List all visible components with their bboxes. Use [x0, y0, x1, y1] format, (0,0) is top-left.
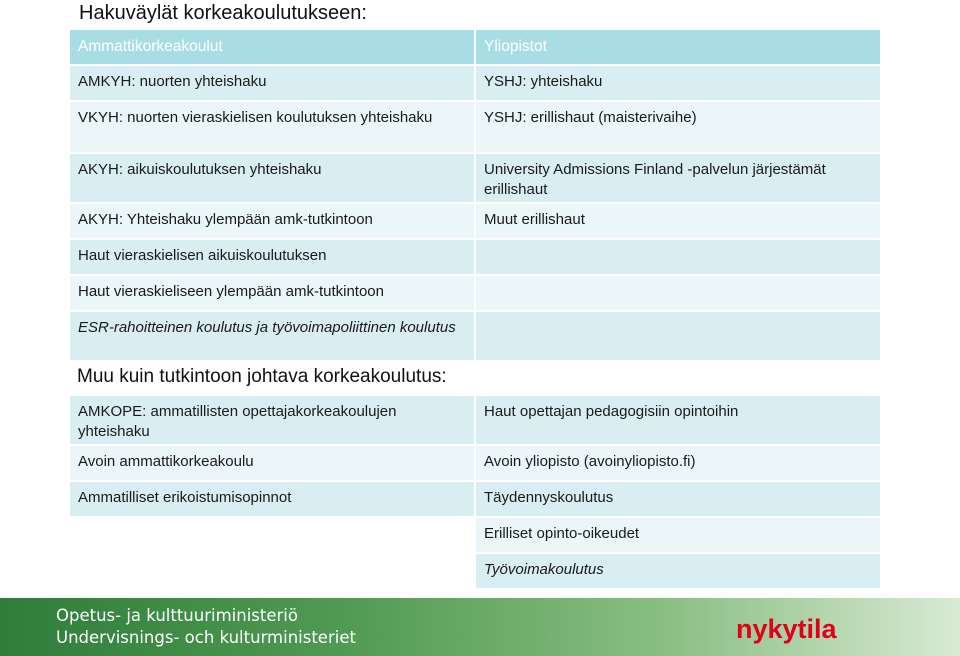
table-cell: Haut vieraskielisen aikuiskoulutuksen: [70, 240, 476, 276]
ministry-name-swedish: Undervisnings- och kulturministeriet: [56, 628, 356, 647]
column-header-ammattikorkeakoulut: Ammattikorkeakoulut: [70, 30, 476, 66]
table-cell: Erilliset opinto-oikeudet: [476, 518, 882, 554]
table-cell: VKYH: nuorten vieraskielisen koulutuksen yhteishaku: [70, 102, 476, 154]
table-cell: AKYH: aikuiskoulutuksen yhteishaku: [70, 154, 476, 204]
status-label: nykytila: [736, 614, 837, 644]
table-cell: YSHJ: erillishaut (maisterivaihe): [476, 102, 882, 154]
ministry-name-finnish: Opetus- ja kulttuuriministeriö: [56, 606, 298, 625]
table-cell-empty: [476, 312, 882, 362]
table-cell: University Admissions Finland -palvelun järjestämät erillishaut: [476, 154, 882, 204]
table-cell: Avoin ammattikorkeakoulu: [70, 446, 476, 482]
table-cell-empty: [70, 518, 476, 554]
table-cell: Ammatilliset erikoistumisopinnot: [70, 482, 476, 518]
table-cell: ESR-rahoitteinen koulutus ja työvoimapoliittinen koulutus: [70, 312, 476, 362]
table-cell-empty: [476, 240, 882, 276]
admission-routes-table: [70, 30, 882, 362]
section-title: Muu kuin tutkintoon johtava korkeakoulutus:: [77, 366, 447, 387]
table-cell: AKYH: Yhteishaku ylempään amk-tutkintoon: [70, 204, 476, 240]
table-cell: AMKOPE: ammatillisten opettajakorkeakoulujen yhteishaku: [70, 396, 476, 446]
table-cell: YSHJ: yhteishaku: [476, 66, 882, 102]
column-header-yliopistot: Yliopistot: [476, 30, 882, 66]
table-cell: Muut erillishaut: [476, 204, 882, 240]
table-cell: AMKYH: nuorten yhteishaku: [70, 66, 476, 102]
table-cell: Avoin yliopisto (avoinyliopisto.fi): [476, 446, 882, 482]
table-cell-empty: [70, 554, 476, 590]
non-degree-routes-table: [70, 396, 882, 590]
table-cell-empty: [476, 276, 882, 312]
page-title: Hakuväylät korkeakoulutukseen:: [79, 2, 367, 24]
table-cell: Haut opettajan pedagogisiin opintoihin: [476, 396, 882, 446]
table-cell: Työvoimakoulutus: [476, 554, 882, 590]
table-cell: Täydennyskoulutus: [476, 482, 882, 518]
table-cell: Haut vieraskieliseen ylempään amk-tutkintoon: [70, 276, 476, 312]
